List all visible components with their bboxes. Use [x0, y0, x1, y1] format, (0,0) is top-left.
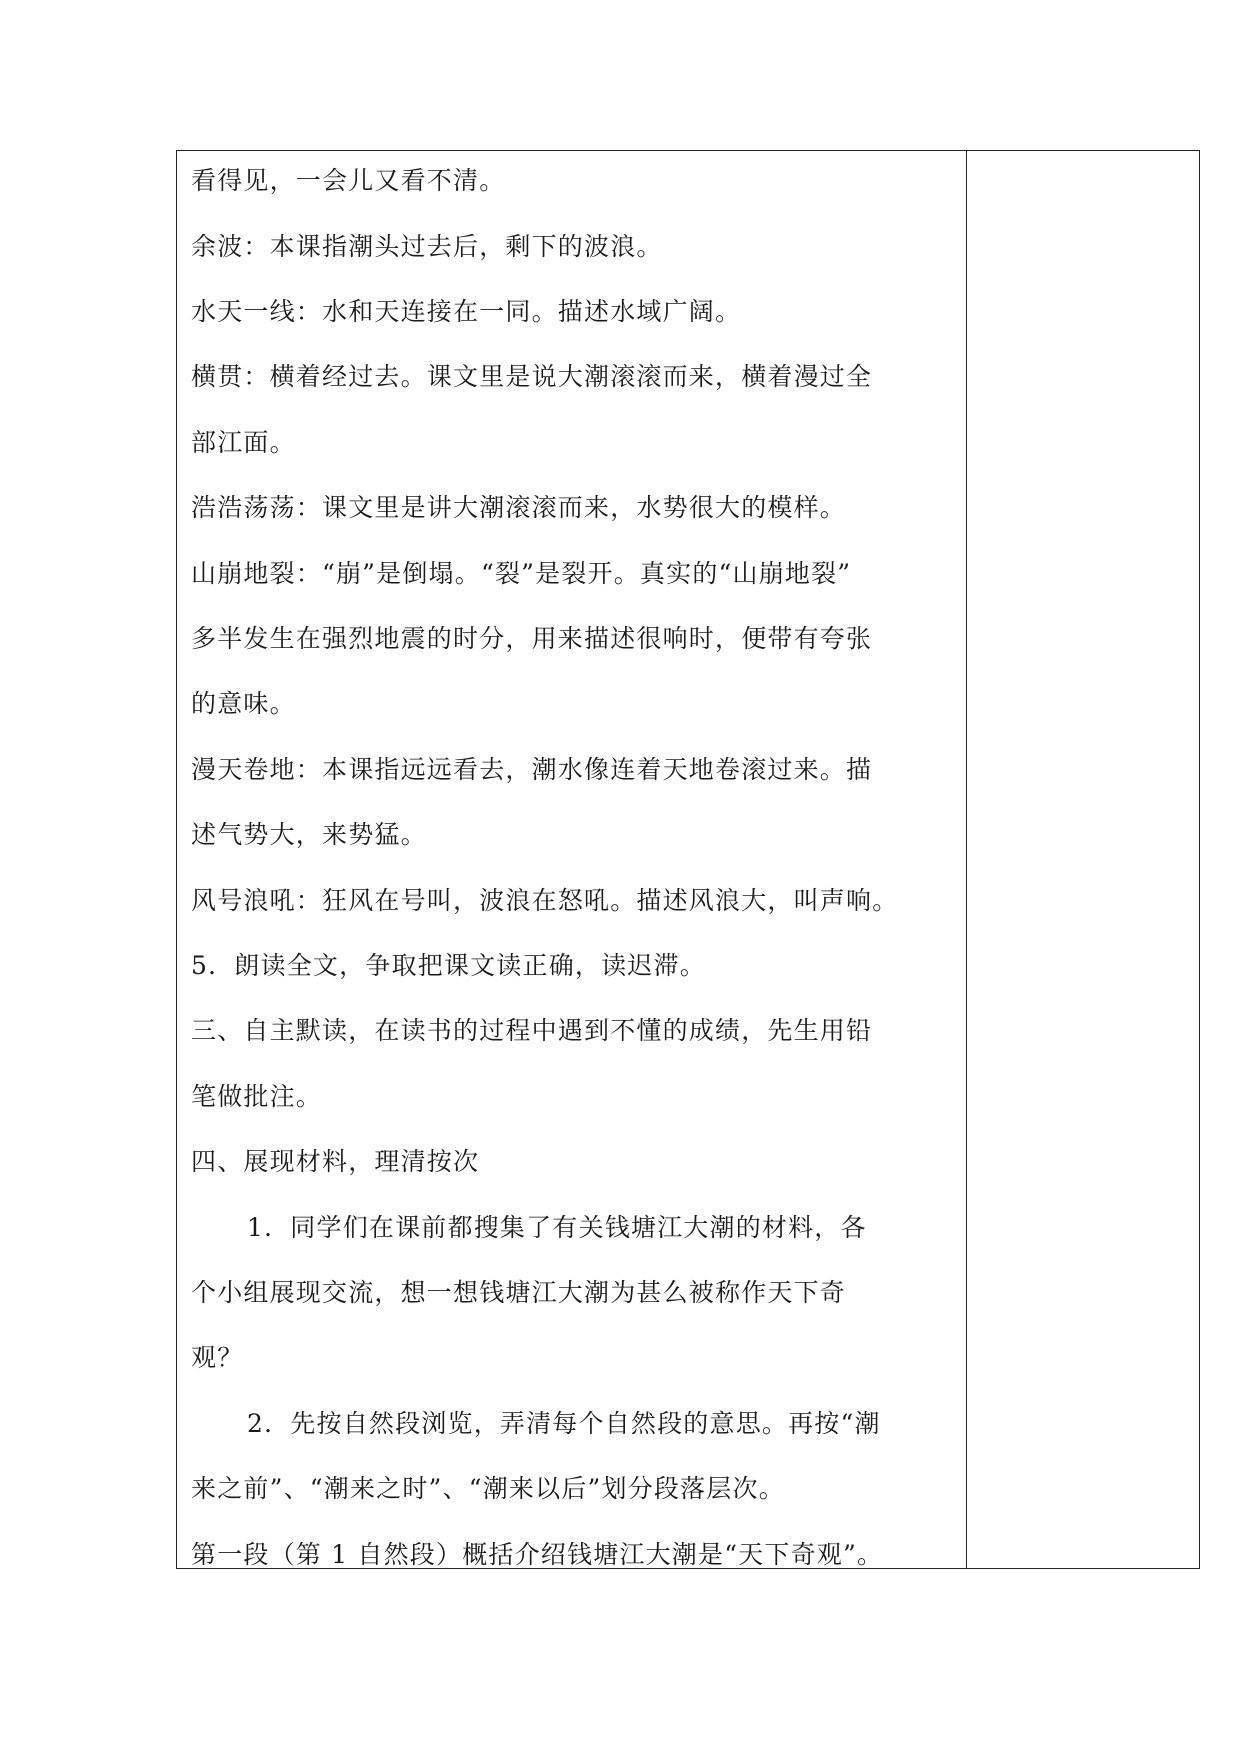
text-line: 浩浩荡荡：课文里是讲大潮滚滚而来，水势很大的模样。: [191, 493, 847, 522]
text-line: 第一段（第 1 自然段）概括介绍钱塘江大潮是“天下奇观”。: [191, 1540, 884, 1569]
lesson-content-cell: [191, 151, 961, 1568]
notes-cell: [968, 151, 1199, 1568]
text-line: 的意味。: [191, 689, 296, 718]
text-line: 述气势大，来势猛。: [191, 820, 427, 849]
column-divider: [966, 151, 967, 1568]
text-line: 三、自主默读，在读书的过程中遇到不懂的成绩，先生用铅: [191, 1016, 873, 1045]
text-line: 余波：本课指潮头过去后，剩下的波浪。: [191, 232, 663, 261]
text-line: 漫天卷地：本课指远远看去，潮水像连着天地卷滚过来。描: [191, 755, 873, 784]
text-line: 部江面。: [191, 428, 296, 457]
text-line: 多半发生在强烈地震的时分，用来描述很响时，便带有夸张: [191, 624, 873, 653]
text-line: 观？: [191, 1343, 244, 1372]
text-line: 山崩地裂：“崩”是倒塌。“裂”是裂开。真实的“山崩地裂”: [191, 559, 852, 588]
text-line: 1．同学们在课前都搜集了有关钱塘江大潮的材料，各: [247, 1213, 867, 1242]
text-line: 看得见，一会儿又看不清。: [191, 166, 506, 195]
text-line: 5．朗读全文，争取把课文读正确，读迟滞。: [191, 951, 706, 980]
text-line: 2．先按自然段浏览，弄清每个自然段的意思。再按“潮: [247, 1409, 881, 1438]
text-line: 水天一线：水和天连接在一同。描述水域广阔。: [191, 297, 742, 326]
text-line: 个小组展现交流，想一想钱塘江大潮为甚么被称作天下奇: [191, 1278, 847, 1307]
text-line: 来之前”、“潮来之时”、“潮来以后”划分段落层次。: [191, 1474, 785, 1503]
text-line: 笔做批注。: [191, 1082, 323, 1111]
text-line: 横贯：横着经过去。课文里是说大潮滚滚而来，横着漫过全: [191, 362, 873, 391]
text-line: 风号浪吼：狂风在号叫，波浪在怒吼。描述风浪大，叫声响。: [191, 886, 899, 915]
lesson-plan-table: [176, 150, 1200, 1569]
text-line: 四、展现材料，理清按次: [191, 1147, 480, 1176]
